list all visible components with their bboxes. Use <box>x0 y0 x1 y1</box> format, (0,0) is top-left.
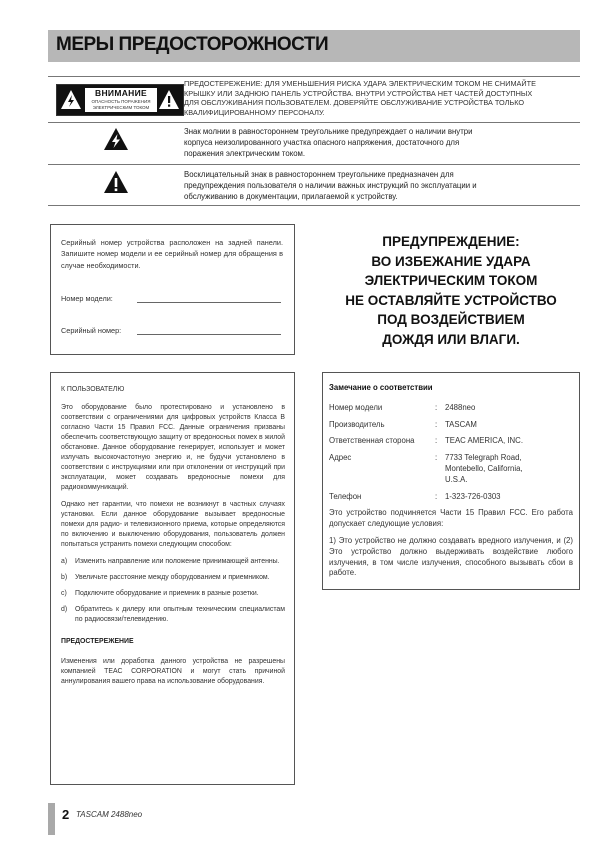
warning-line: ПРЕДУПРЕЖДЕНИЕ: <box>382 234 520 249</box>
caution-block <box>48 76 580 206</box>
caution-line: ПРЕДОСТЕРЕЖЕНИЕ: ДЛЯ УМЕНЬШЕНИЯ РИСКА УДАРА ЭЛЕКТРИЧЕСКИМ ТОКОМ НЕ СНИМАЙТЕ <box>184 79 536 88</box>
fcc-heading: К ПОЛЬЗОВАТЕЛЮ <box>61 386 125 393</box>
lightning-description <box>184 126 574 159</box>
divider <box>48 164 580 165</box>
caution-text <box>184 79 536 117</box>
exclaim-line: обслуживанию в документации, прилагаемой к устройству. <box>184 192 398 201</box>
warning-line: ЭЛЕКТРИЧЕСКИМ ТОКОМ <box>364 273 538 289</box>
conformity-row: Номер модели : 2488neo <box>329 403 573 414</box>
caution-heading: ПРЕДОСТЕРЕЖЕНИЕ <box>61 638 134 645</box>
conformity-value: 1-323-726-0303 <box>445 491 501 501</box>
page-footer <box>48 803 198 835</box>
conformity-title: Замечание о соответствии <box>329 383 433 392</box>
conformity-value: 2488neo <box>445 402 476 412</box>
list-marker: c) <box>61 590 67 597</box>
list-text: Увеличьте расстояние между оборудованием и приемником. <box>75 574 270 581</box>
exclaim-line: предупреждения пользователя о наличии важных инструкций по эксплуатации и <box>184 181 477 190</box>
list-item <box>61 589 285 599</box>
conformity-value: TEAC AMERICA, INC. <box>445 436 523 446</box>
caution-label <box>56 84 184 116</box>
model-number-line <box>137 302 281 303</box>
footer-brand: TASCAM 2488neo <box>76 810 143 819</box>
list-item <box>61 557 285 567</box>
exclamation-triangle-icon <box>103 170 129 194</box>
conformity-paragraph: 1) Это устройство не должно создавать вредного излучения, и (2) Это устройство должно выдерживать воздействие любого излучения, в том числе излучения, способного вызывать сбои в работе. <box>329 535 573 578</box>
serial-number-box <box>50 224 295 355</box>
list-text: Обратитесь к дилеру или опытным техническим специалистам по радиосвязи/телевидению. <box>75 606 285 623</box>
conformity-key: Производитель <box>329 419 385 429</box>
exclamation-description <box>184 169 574 202</box>
caution-paragraph: Изменения или доработка данного устройства не разрешены компанией TEAC CORPORATION и могут стать причиной аннулирования вашего права на использование оборудования. <box>61 658 285 685</box>
conformity-value: Montebello, California, <box>445 463 523 473</box>
fcc-notice-box <box>50 372 295 785</box>
serial-number-label: Серийный номер: <box>61 326 122 335</box>
conformity-box <box>322 372 580 590</box>
fcc-paragraph: Это оборудование было протестировано и установлено в соответствии с ограничениями для цифровых устройств Класса B согласно Части 15 Правил FCC. Данные ограничения призваны обеспечить соответствующую защиту от вредоносных помех в жилой обстановке. Данное оборудование генерирует, использует и может излучать высокочастотную энергию и, не будучи установлено в соответствии с инструкциями или при отклонении от инструкций при эксплуатации, может создавать вредоносные помехи для радиокоммуникаций. <box>61 404 285 491</box>
model-number-label: Номер модели: <box>61 294 113 303</box>
serial-number-line <box>137 334 281 335</box>
warning-line: НЕ ОСТАВЛЯЙТЕ УСТРОЙСТВО <box>345 292 557 308</box>
list-marker: d) <box>61 606 68 613</box>
conformity-row: Телефон : 1-323-726-0303 <box>329 492 573 503</box>
warning-line: ПОД ВОЗДЕЙСТВИЕМ <box>377 312 525 328</box>
moisture-warning <box>322 224 580 350</box>
list-item <box>61 605 285 625</box>
lightning-warning-icon <box>60 89 82 111</box>
lightning-line: поражения электрическим током. <box>184 149 306 158</box>
page-title: МЕРЫ ПРЕДОСТОРОЖНОСТИ <box>56 34 329 55</box>
list-text: Подключите оборудование и приемник в разные розетки. <box>75 590 259 597</box>
page-header <box>48 30 580 62</box>
serial-intro: Серийный номер устройства расположен на задней панели. Запишите номер модели и ее серийный номер для обращения в случае необходимости. <box>61 238 283 270</box>
caution-badge-sub2: НЕ ОТКРЫВАТЬ <box>103 111 139 116</box>
caution-line: КВАЛИФИЦИРОВАННОМУ ПЕРСОНАЛУ. <box>184 107 325 117</box>
caution-line: ДЛЯ ОБСЛУЖИВАНИЯ ПОЛЬЗОВАТЕЛЕМ. ДОВЕРЯЙТЕ ОБСЛУЖИВАНИЕ УСТРОЙСТВА ТОЛЬКО <box>184 98 525 107</box>
exclaim-line: Восклицательный знак в равностороннем треугольнике предназначен для <box>184 170 454 179</box>
lightning-triangle-icon <box>103 127 129 151</box>
conformity-row: Производитель : TASCAM <box>329 420 573 431</box>
conformity-row: Адрес : 7733 Telegraph Road, Montebello, California, U.S.A. <box>329 453 573 485</box>
conformity-key: Номер модели <box>329 402 383 412</box>
caution-badge-sub: ОПАСНОСТЬ ПОРАЖЕНИЯ ЭЛЕКТРИЧЕСКИМ ТОКОМ <box>91 99 151 110</box>
warning-line: ДОЖДЯ ИЛИ ВЛАГИ. <box>382 331 520 347</box>
conformity-key: Адрес <box>329 453 352 463</box>
list-item <box>61 573 285 583</box>
fcc-paragraph: Однако нет гарантии, что помехи не возникнут в частных случаях установки. Если данное оборудование вызывает вредоносные помехи для радио- и телевизионного приема, которые определяются по включению и выключению оборудования, пользователь должен попытаться устранить помехи следующим способом: <box>61 501 285 548</box>
conformity-value: TASCAM <box>445 419 477 429</box>
page-number: 2 <box>62 807 70 822</box>
list-marker: a) <box>61 558 68 565</box>
caution-line: КРЫШКУ ИЛИ ЗАДНЮЮ ПАНЕЛЬ УСТРОЙСТВА. ВНУТРИ УСТРОЙСТВА НЕТ ЧАСТЕЙ ДОСТУПНЫХ <box>184 88 533 98</box>
conformity-row: Ответственная сторона : TEAC AMERICA, INC. <box>329 436 573 447</box>
divider <box>48 205 580 206</box>
conformity-value: U.S.A. <box>445 474 468 484</box>
conformity-value: 7733 Telegraph Road, <box>445 453 522 463</box>
divider <box>48 122 580 123</box>
footer-bar <box>48 803 55 835</box>
caution-badge-title: ВНИМАНИЕ <box>95 88 147 98</box>
exclamation-warning-icon <box>158 89 180 111</box>
conformity-key: Ответственная сторона <box>329 436 415 446</box>
conformity-key: Телефон <box>329 491 362 501</box>
conformity-paragraph: Это устройство подчиняется Части 15 Правил FCC. Его работа допускает следующие условия: <box>329 508 573 529</box>
warning-line: ВО ИЗБЕЖАНИЕ УДАРА <box>371 253 531 269</box>
list-text: Изменить направление или положение принимающей антенны. <box>75 558 280 565</box>
lightning-line: корпуса неизолированного участка опасного напряжения, достаточного для <box>184 138 460 147</box>
lightning-line: Знак молнии в равностороннем треугольнике предупреждает о наличии внутри <box>184 127 473 136</box>
list-marker: b) <box>61 574 68 581</box>
